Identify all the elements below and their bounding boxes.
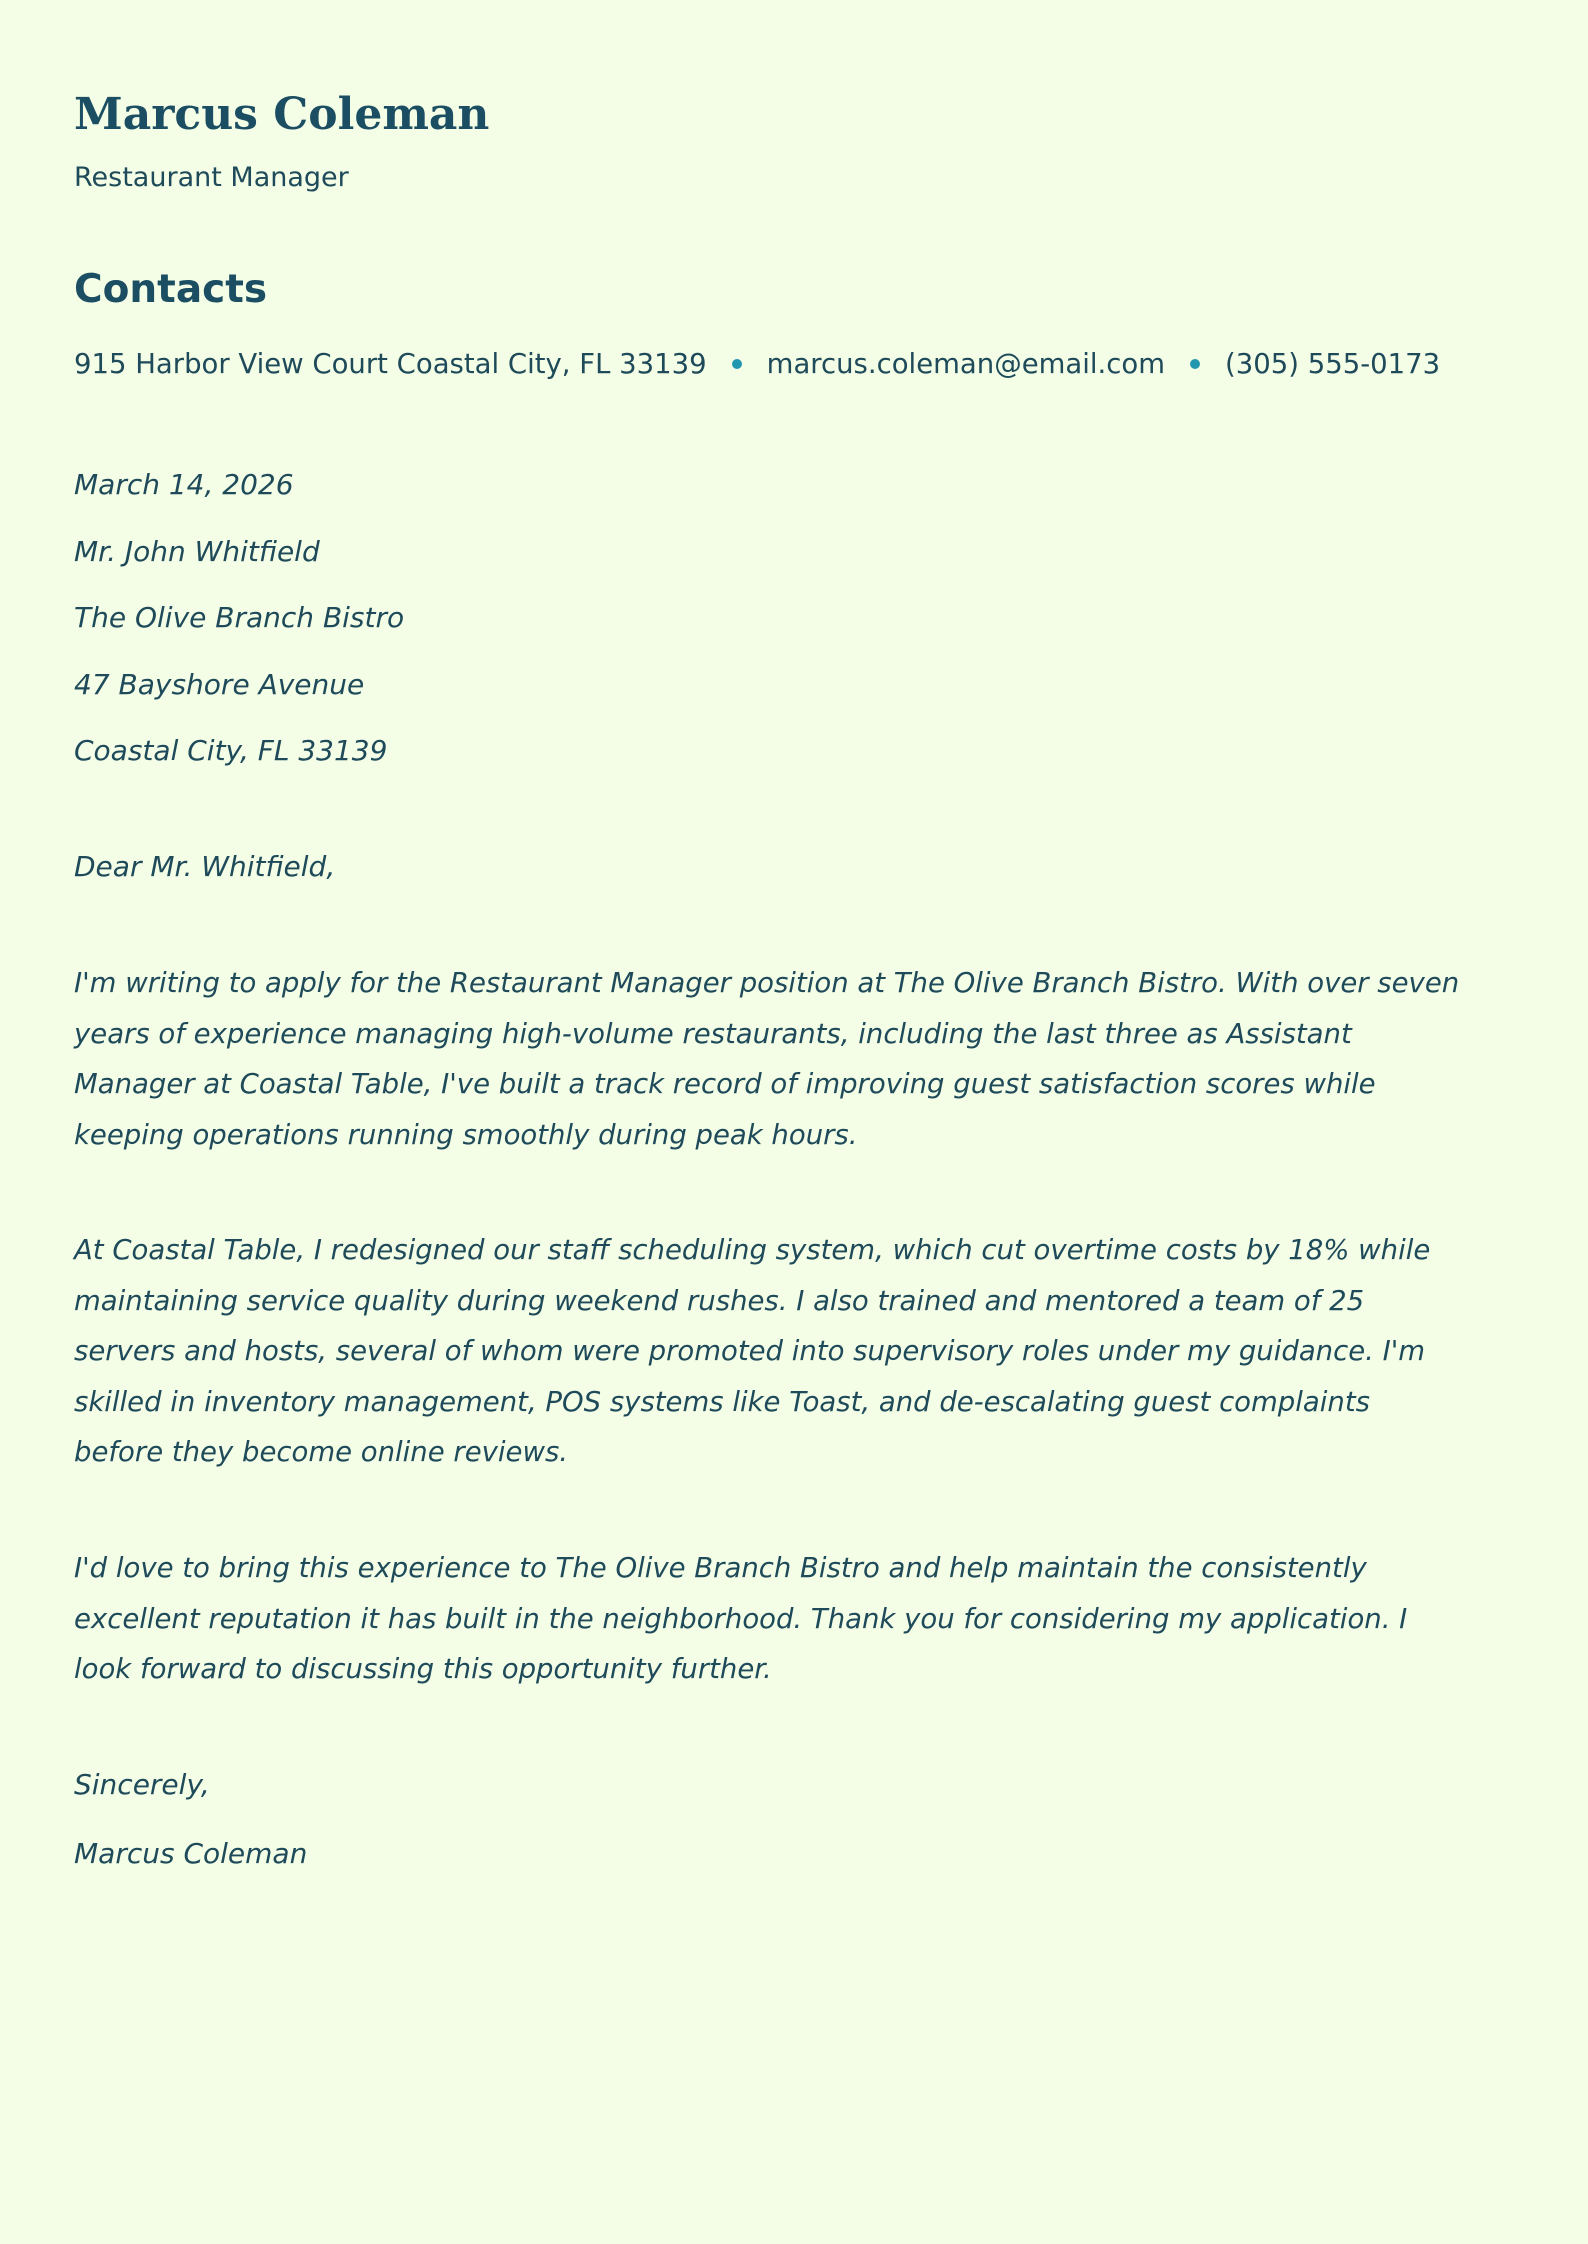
- bullet-separator-icon: [1190, 359, 1200, 369]
- contacts-row: [74, 344, 1440, 384]
- bullet-separator-icon: [732, 359, 742, 369]
- letter-date: March 14, 2026: [74, 468, 294, 501]
- closing: Sincerely,: [74, 1768, 210, 1801]
- paragraph-line: Manager at Coastal Table, I've built a track record of improving guest satisfaction scores while: [74, 1068, 1376, 1100]
- contact-phone[interactable]: (305) 555-0173: [1225, 348, 1441, 380]
- paragraph-line: At Coastal Table, I redesigned our staff scheduling system, which cut overtime costs by 18% while: [74, 1234, 1431, 1266]
- paragraph-line: skilled in inventory management, POS systems like Toast, and de-escalating guest complaints: [74, 1385, 1370, 1418]
- recipient-city: Coastal City, FL 33139: [74, 734, 388, 767]
- paragraph-line: keeping operations running smoothly during peak hours.: [74, 1118, 858, 1151]
- paragraph-line: look forward to discussing this opportunity further.: [74, 1653, 772, 1685]
- salutation: Dear Mr. Whitfield,: [74, 850, 336, 883]
- recipient-company: The Olive Branch Bistro: [74, 601, 405, 634]
- contact-email[interactable]: marcus.coleman@email.com: [766, 348, 1166, 380]
- applicant-title: Restaurant Manager: [74, 162, 349, 193]
- paragraph-line: maintaining service quality during weekend rushes. I also trained and mentored a team of 25: [74, 1284, 1365, 1317]
- paragraph-line: years of experience managing high-volume restaurants, including the last three as Assistant: [74, 1017, 1352, 1050]
- signature-name: Marcus Coleman: [74, 1837, 308, 1870]
- applicant-name: Marcus Coleman: [74, 89, 490, 140]
- paragraph-line: excellent reputation it has built in the neighborhood. Thank you for considering my application. I: [74, 1602, 1408, 1635]
- letter-paragraph-3: [74, 1543, 1514, 1695]
- paragraph-line: before they become online reviews.: [74, 1436, 569, 1468]
- contact-address: 915 Harbor View Court Coastal City, FL 33139: [74, 348, 707, 380]
- letter-paragraph-1: [74, 958, 1514, 1160]
- paragraph-line: I'd love to bring this experience to The Olive Branch Bistro and help maintain the consistently: [74, 1552, 1367, 1584]
- recipient-street: 47 Bayshore Avenue: [74, 668, 365, 701]
- letter-paragraph-2: [74, 1225, 1514, 1478]
- recipient-name: Mr. John Whitfield: [74, 535, 320, 568]
- paragraph-line: servers and hosts, several of whom were promoted into supervisory roles under my guidance. I'm: [74, 1335, 1426, 1367]
- contacts-heading: Contacts: [74, 267, 268, 312]
- paragraph-line: I'm writing to apply for the Restaurant Manager position at The Olive Branch Bistro. With over seven: [74, 967, 1460, 999]
